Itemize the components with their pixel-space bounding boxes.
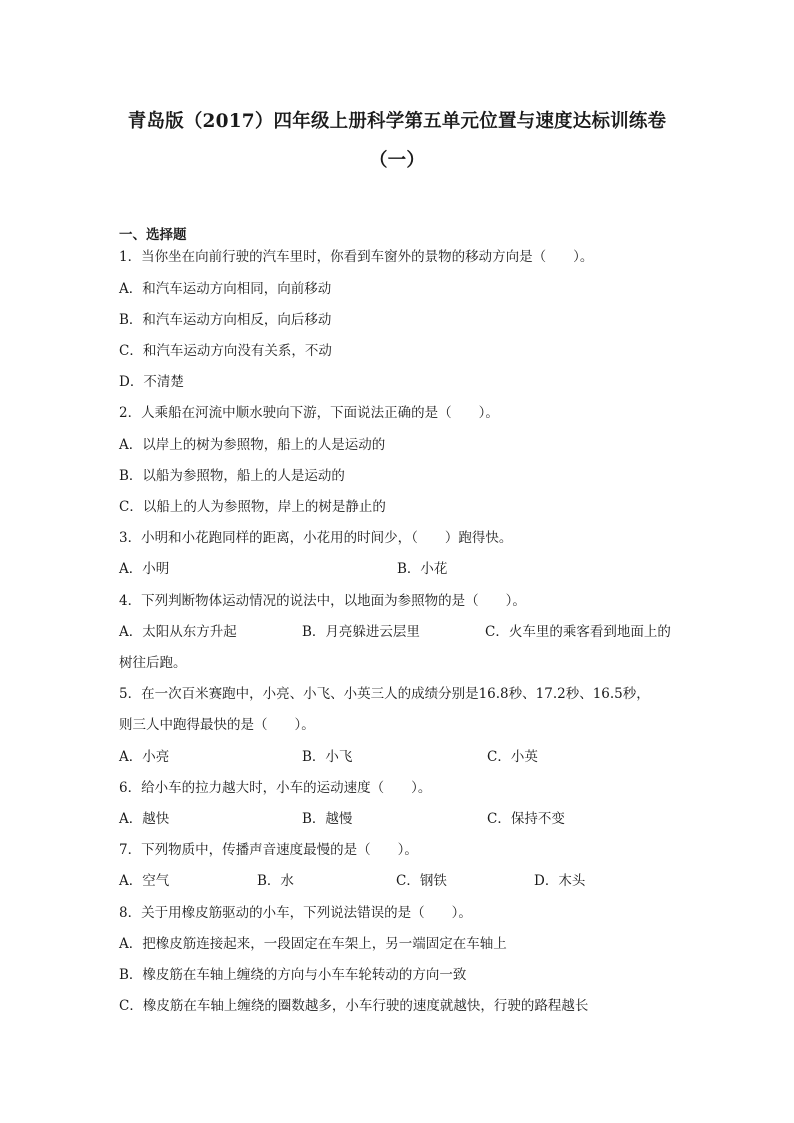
question-5-stem-continued: 则三人中跑得最快的是（ ）。 bbox=[119, 717, 315, 733]
page-title-subtitle: （一） bbox=[368, 150, 426, 171]
question-8-option-b: B．橡皮筋在车轴上缠绕的方向与小车车轮转动的方向一致 bbox=[119, 967, 467, 983]
question-3-stem: 3．小明和小花跑同样的距离，小花用的时间少，（ ）跑得快。 bbox=[119, 530, 513, 546]
question-5-option-c: C．小英 bbox=[487, 749, 538, 765]
question-5-stem: 5．在一次百米赛跑中，小亮、小飞、小英三人的成绩分别是16.8秒、17.2秒、16.5秒， bbox=[119, 686, 650, 702]
question-7-option-a: A．空气 bbox=[119, 873, 170, 889]
question-7-stem: 7．下列物质中，传播声音速度最慢的是（ ）。 bbox=[119, 842, 418, 858]
question-7-option-c: C．钢铁 bbox=[396, 873, 447, 889]
question-1-option-a: A．和汽车运动方向相同，向前移动 bbox=[119, 281, 332, 297]
question-6-stem: 6．给小车的拉力越大时，小车的运动速度（ ）。 bbox=[119, 780, 432, 796]
question-5-option-b: B．小飞 bbox=[302, 749, 353, 765]
question-4-option-a: A．太阳从东方升起 bbox=[119, 624, 237, 640]
question-6-option-b: B．越慢 bbox=[302, 811, 353, 827]
question-2-option-b: B．以船为参照物，船上的人是运动的 bbox=[119, 468, 345, 484]
section-heading: 一、选择题 bbox=[119, 227, 187, 243]
question-8-stem: 8．关于用橡皮筋驱动的小车，下列说法错误的是（ ）。 bbox=[119, 905, 472, 921]
question-4-option-c: C．火车里的乘客看到地面上的 bbox=[485, 624, 671, 640]
question-8-option-a: A．把橡皮筋连接起来，一段固定在车架上，另一端固定在车轴上 bbox=[119, 936, 507, 952]
question-4-option-c-continued: 树往后跑。 bbox=[119, 655, 187, 671]
question-2-stem: 2．人乘船在河流中顺水驶向下游，下面说法正确的是（ ）。 bbox=[119, 405, 499, 421]
question-3-option-b: B．小花 bbox=[397, 561, 448, 577]
page-title: 青岛版（2017）四年级上册科学第五单元位置与速度达标训练卷 bbox=[127, 111, 667, 132]
question-2-option-a: A．以岸上的树为参照物，船上的人是运动的 bbox=[119, 437, 386, 453]
question-7-option-b: B．水 bbox=[257, 873, 294, 889]
question-1-option-d: D．不清楚 bbox=[119, 374, 184, 390]
question-8-option-c: C．橡皮筋在车轴上缠绕的圈数越多，小车行驶的速度就越快，行驶的路程越长 bbox=[119, 998, 589, 1014]
question-2-option-c: C．以船上的人为参照物，岸上的树是静止的 bbox=[119, 499, 386, 515]
question-5-option-a: A．小亮 bbox=[119, 749, 170, 765]
question-7-option-d: D．木头 bbox=[534, 873, 586, 889]
question-3-option-a: A．小明 bbox=[119, 561, 170, 577]
question-6-option-a: A．越快 bbox=[119, 811, 170, 827]
question-1-option-b: B．和汽车运动方向相反，向后移动 bbox=[119, 312, 332, 328]
question-4-stem: 4．下列判断物体运动情况的说法中，以地面为参照物的是（ ）。 bbox=[119, 593, 526, 609]
question-1-stem: 1．当你坐在向前行驶的汽车里时，你看到车窗外的景物的移动方向是（ ）。 bbox=[119, 249, 594, 265]
question-4-option-b: B．月亮躲进云层里 bbox=[302, 624, 420, 640]
question-1-option-c: C．和汽车运动方向没有关系，不动 bbox=[119, 343, 332, 359]
question-6-option-c: C．保持不变 bbox=[487, 811, 565, 827]
